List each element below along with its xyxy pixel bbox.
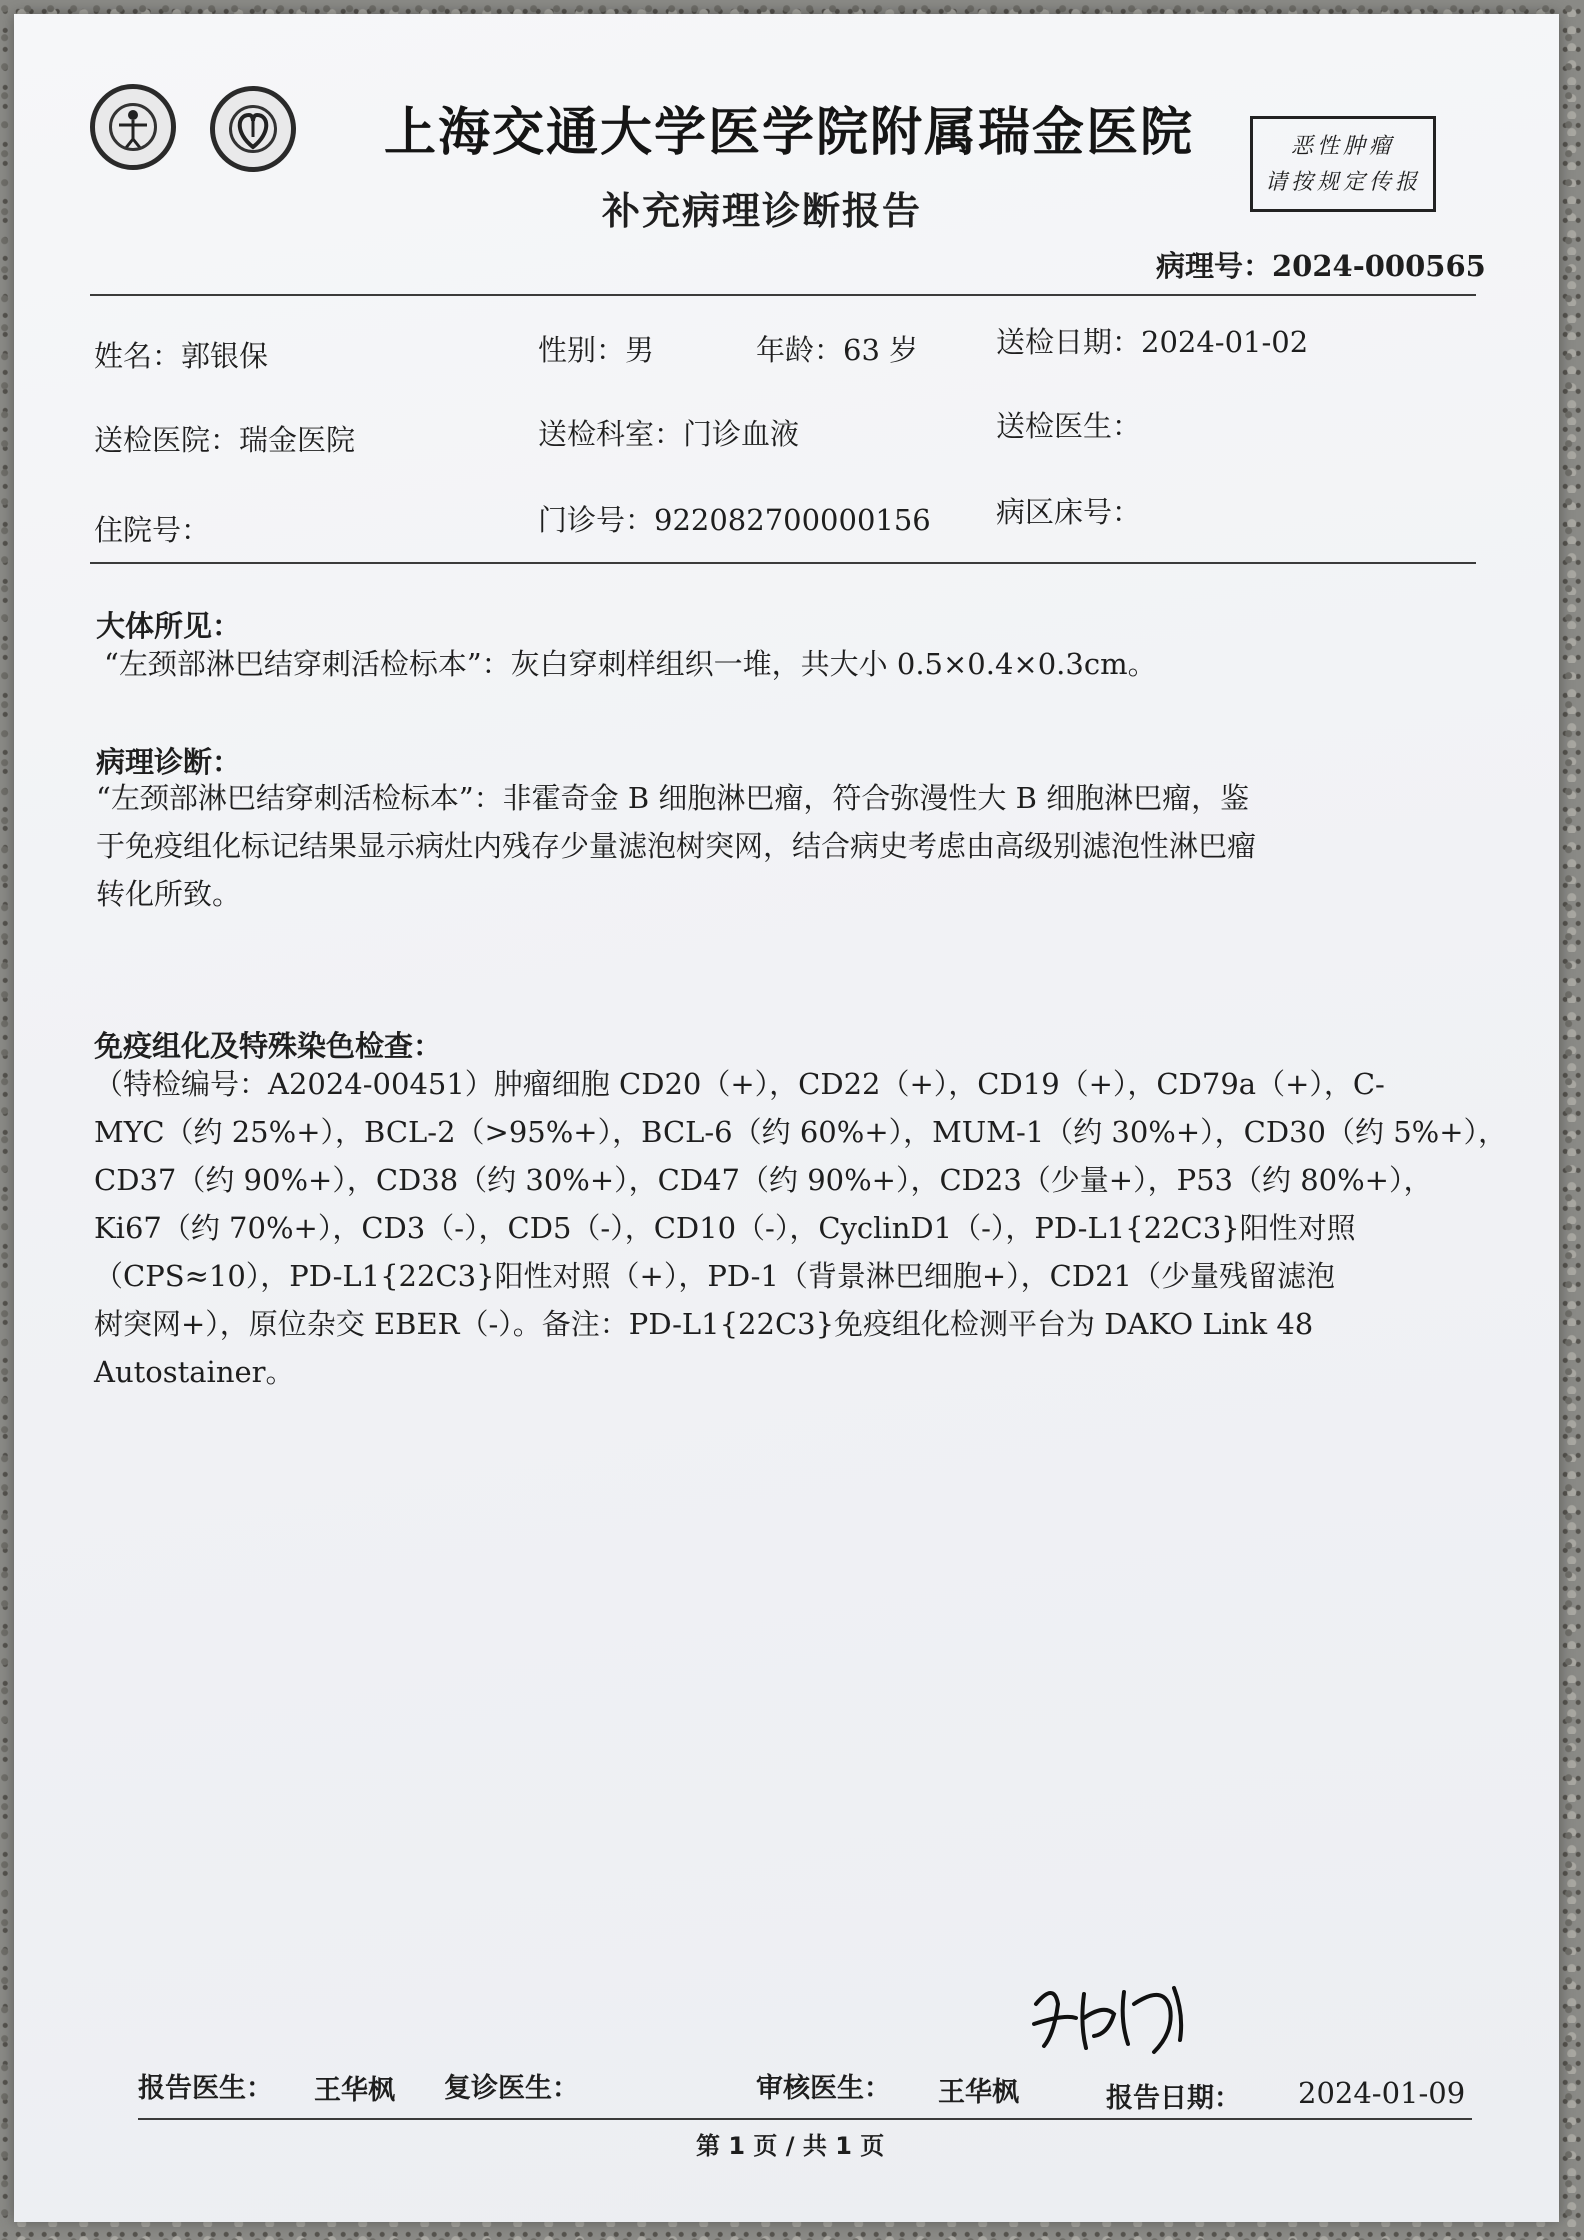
university-seal-logo: [90, 84, 176, 170]
ihc-line-1: （特检编号：A2024-00451）肿瘤细胞 CD20（+），CD22（+），CD19（+），CD79a（+），C-: [94, 1067, 1385, 1101]
pathology-number: 病理号：2024-000565: [1156, 249, 1486, 283]
footer-divider: [138, 2118, 1472, 2120]
page-info: 第 1 页 / 共 1 页: [696, 2132, 885, 2160]
diagnosis-heading: 病理诊断：: [96, 745, 242, 779]
ihc-line-4: Ki67（约 70%+），CD3（-），CD5（-），CD10（-），CyclinD1（-），PD-L1{22C3}阳性对照: [94, 1211, 1356, 1245]
gross-heading: 大体所见：: [96, 609, 242, 643]
patient-sex: 性别：男: [538, 333, 655, 367]
report-doctor-name: 王华枫: [314, 2075, 395, 2106]
gross-text: “左颈部淋巴结穿刺活检标本”：灰白穿刺样组织一堆，共大小 0.5×0.4×0.3cm。: [104, 647, 1157, 681]
audit-doctor-name: 王华枫: [938, 2077, 1019, 2108]
review-doctor-label: 复诊医生：: [444, 2073, 579, 2104]
hospital-seal-logo: [210, 86, 296, 172]
submitting-department: 送检科室：门诊血液: [538, 417, 800, 451]
report-date: 2024-01-09: [1298, 2076, 1466, 2110]
info-divider: [90, 562, 1476, 564]
ihc-line-2: MYC（约 25%+），BCL-2（>95%+），BCL-6（约 60%+），MUM-1（约 30%+），CD30（约 5%+），: [94, 1115, 1508, 1149]
ihc-text: [94, 1060, 1507, 1396]
diagnosis-line-2: 于免疫组化标记结果显示病灶内残存少量滤泡树突网，结合病史考虑由高级别滤泡性淋巴瘤: [96, 829, 1257, 863]
report-doctor-label: 报告医生：: [138, 2073, 273, 2104]
ihc-line-7: Autostainer。: [94, 1355, 295, 1389]
audit-doctor-label: 审核医生：: [756, 2073, 891, 2104]
patient-age: 年龄：63 岁: [756, 333, 919, 367]
stamp-line-1: 恶性肿瘤: [1290, 134, 1395, 159]
handwritten-signature: [1024, 1974, 1204, 2064]
header-divider: [90, 294, 1476, 296]
report-date-label: 报告日期：: [1106, 2083, 1241, 2114]
patient-name: 姓名：郭银保: [94, 339, 269, 373]
outpatient-number: 门诊号：922082700000156: [538, 503, 931, 537]
report-title: 补充病理诊断报告: [602, 189, 923, 233]
diagnosis-text: [96, 774, 1256, 918]
stamp-line-2: 请按规定传报: [1264, 170, 1421, 195]
malignant-tumor-stamp: [1250, 116, 1436, 212]
submit-date: 送检日期：2024-01-02: [996, 325, 1309, 359]
ihc-line-6: 树突网+），原位杂交 EBER（-）。备注：PD-L1{22C3}免疫组化检测平台为 DAKO Link 48: [94, 1307, 1314, 1341]
diagnosis-line-1: “左颈部淋巴结穿刺活检标本”：非霍奇金 B 细胞淋巴瘤，符合弥漫性大 B 细胞淋巴瘤，鉴: [96, 781, 1250, 815]
ward-bed-number: 病区床号：: [996, 495, 1142, 529]
hospital-name: 上海交通大学医学院附属瑞金医院: [384, 103, 1195, 163]
diagnosis-line-3: 转化所致。: [96, 877, 242, 911]
ihc-line-3: CD37（约 90%+），CD38（约 30%+），CD47（约 90%+），CD23（少量+），P53（约 80%+），: [94, 1163, 1433, 1197]
ihc-line-5: （CPS≈10），PD-L1{22C3}阳性对照（+），PD-1（背景淋巴细胞+），CD21（少量残留滤泡: [94, 1259, 1336, 1293]
report-paper: [14, 14, 1559, 2222]
submitting-hospital: 送检医院：瑞金医院: [94, 423, 356, 457]
submitting-doctor: 送检医生：: [996, 409, 1142, 443]
inpatient-number: 住院号：: [94, 513, 211, 547]
ihc-heading: 免疫组化及特殊染色检查：: [94, 1029, 443, 1063]
